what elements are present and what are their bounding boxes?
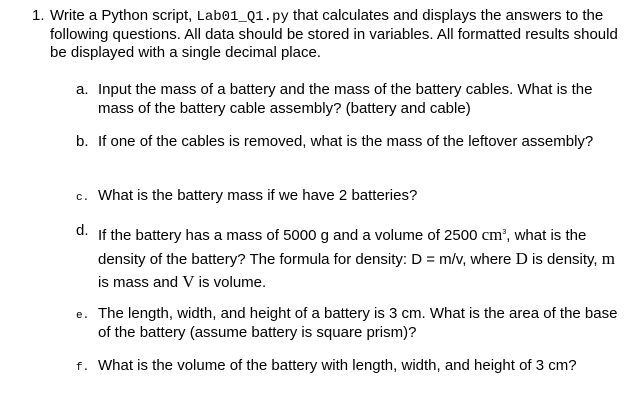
script-filename: Lab01_Q1.py [196, 9, 289, 25]
subquestion-d-part3: is density, [527, 250, 602, 268]
subquestion-c-text: What is the battery mass if we have 2 batteries? [98, 187, 418, 204]
volume-unit: cm [481, 225, 503, 244]
subquestion-d-letter: d. [76, 222, 89, 239]
volume-variable: V [182, 272, 195, 291]
question-intro-before: Write a Python script, [50, 7, 197, 24]
subquestion-f-text: What is the volume of the battery with length, width, and height of 3 cm? [98, 357, 577, 374]
question-number: 1. [32, 7, 45, 24]
subquestion-f-letter: f. [76, 362, 90, 374]
subquestion-a-letter: a. [76, 81, 89, 98]
subquestion-b-text: If one of the cables is removed, what is the mass of the leftover assembly? [98, 133, 594, 150]
question-intro [50, 7, 620, 62]
question-intro-after: that calculates and displays the answers to the following questions. All data should be stored in variables. All formatted results should be displayed with a single decimal place. [50, 7, 618, 61]
mass-variable: m [601, 248, 615, 268]
subquestion-d-part5: is volume. [194, 274, 267, 291]
subquestion-d-part2: , what is the density of the battery? The formula for density: D = m/v, where [98, 227, 587, 268]
subquestion-d-text [98, 222, 618, 295]
subquestion-b-letter: b. [76, 133, 89, 150]
density-variable: D [515, 248, 528, 268]
subquestion-a-text: Input the mass of a battery and the mass of the battery cables. What is the mass of the battery cable assembly? (battery and cable) [98, 81, 593, 117]
subquestion-d-part1: If the battery has a mass of 5000 g and a volume of 2500 [98, 227, 482, 244]
volume-unit-exponent: 3 [502, 229, 507, 236]
subquestion-e-letter: e. [76, 310, 90, 322]
subquestion-c-letter: c. [76, 192, 90, 204]
subquestion-e-text: The length, width, and height of a battery is 3 cm. What is the area of the base of the battery (assume battery is square prism)? [98, 305, 618, 341]
subquestion-d-part4: is mass and [98, 274, 183, 291]
